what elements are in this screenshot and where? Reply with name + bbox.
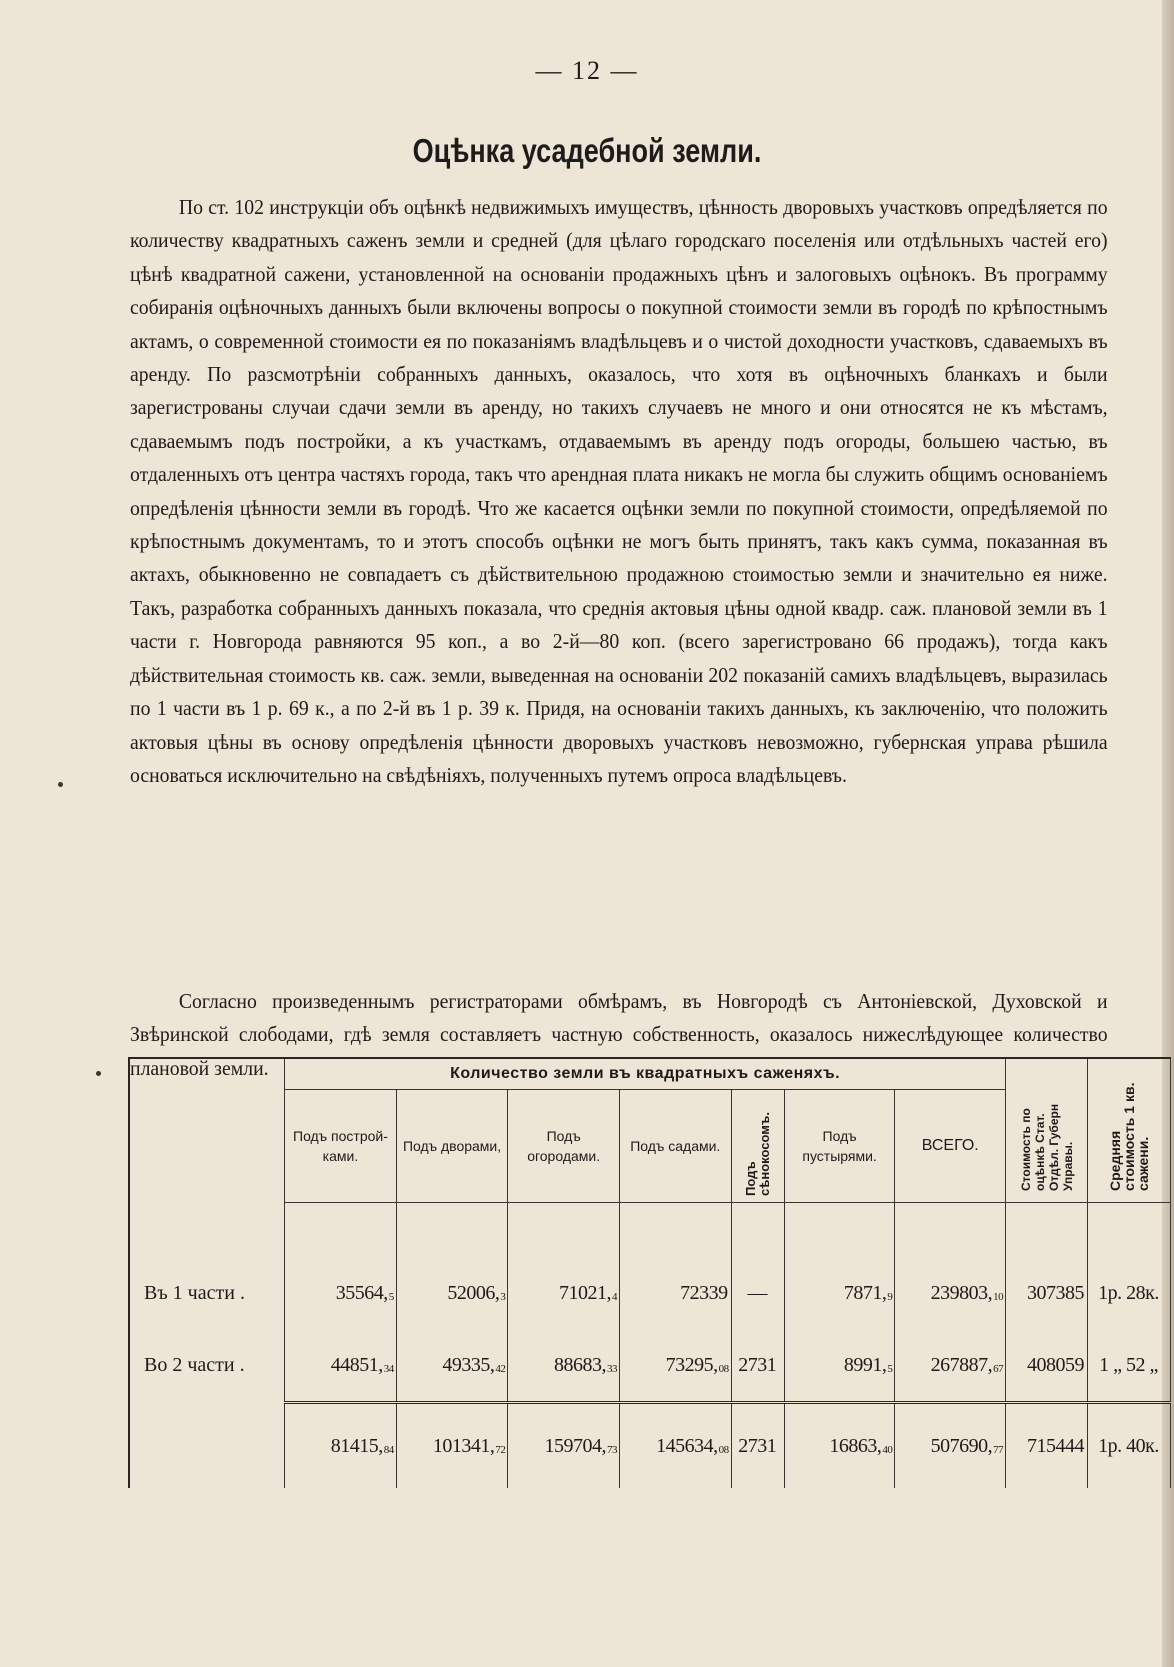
table-cell: — (731, 1257, 784, 1329)
header-gardens: Подъ огородами. (508, 1090, 620, 1203)
paragraph-1: По ст. 102 инструкціи объ оцѣнкѣ недвижимыхъ имуществъ, цѣнность дворовыхъ участковъ опредѣляется по количеству квадратныхъ саженъ земли и средней (для цѣлаго городскаго поселенія или отдѣльныхъ частей его) цѣнѣ квадратной сажени, установленной на основаніи продажныхъ цѣнъ и залоговыхъ оцѣнокъ. Въ программу собиранія оцѣночныхъ данныхъ были включены вопросы о покупной стоимости земли въ городѣ по крѣпостнымъ актамъ, о современной стоимости ея по показаніямъ владѣльцевъ и о чистой доходности участковъ, сдаваемыхъ въ аренду. По разсмотрѣніи собранныхъ данныхъ, оказалось, что хотя въ оцѣночныхъ бланкахъ и были зарегистрованы случаи сдачи земли въ аренду, но такихъ случаевъ не много и они относятся не къ мѣстамъ, сдаваемымъ подъ постройки, а къ участкамъ, отдаваемымъ въ аренду подъ огороды, большею частью, въ отдаленныхъ отъ центра частяхъ города, такъ что арендная плата никакъ не могла бы служить общимъ основаніемъ опредѣленія цѣнности земли въ городѣ. Что же касается оцѣнки земли по покупной стоимости, опредѣляемой по крѣпостнымъ документамъ, то и этотъ способъ оцѣнки не могъ быть принятъ, такъ какъ сумма, показанная въ актахъ, обыкновенно не совпадаетъ съ дѣйствительною продажною стоимостью земли и значительно ея ниже. Такъ, разработка собранныхъ данныхъ показала, что среднія актовыя цѣны одной квадр. саж. плановой земли въ 1 части г. Новгорода равняются 95 коп., а во 2-й—80 коп. (всего зарегистровано 66 продажъ), тогда какъ дѣйствительная стоимость кв. саж. земли, выведенная на основаніи 202 показаній самихъ владѣльцевъ, выразилась по 1 части въ 1 р. 69 к., а по 2-й въ 1 р. 39 к. Придя, на основаніи такихъ данныхъ, къ заключенію, что положить актовыя цѣны въ основу опредѣленія цѣнности дворовыхъ участковъ невозможно, губернская управа рѣшила основаться исключительно на свѣдѣніяхъ, полученныхъ путемъ опроса владѣльцевъ. (130, 195, 1108, 787)
margin-dot (96, 1071, 101, 1076)
table-total-row (129, 1403, 1171, 1489)
table-cell: 88683,33 (508, 1329, 620, 1403)
group-header: Количество земли въ квадратныхъ саженяхъ. (285, 1058, 1006, 1090)
table-cell: 239803,10 (895, 1257, 1006, 1329)
header-buildings: Подъ построй-ками. (285, 1090, 397, 1203)
table-cell: 408059 (1006, 1329, 1088, 1403)
header-total: ВСЕГО. (895, 1090, 1006, 1203)
paragraph-2: Согласно произведеннымъ регистраторами обмѣрамъ, въ Новгородѣ съ Антоніевской, Духовской и Звѣринской слободами, гдѣ земля составляетъ частную собственность, оказалось нижеслѣдующее количество плановой земли. (130, 989, 1108, 1080)
header-avg-cell (1087, 1058, 1170, 1203)
total-label (129, 1403, 285, 1489)
table-row (129, 1329, 1171, 1403)
total-cell: 507690,77 (895, 1403, 1006, 1489)
row-label-header (129, 1058, 285, 1203)
margin-dot (58, 782, 63, 787)
page-number: — 12 — (535, 56, 639, 85)
table-cell: 49335,42 (396, 1329, 508, 1403)
table-cell: 8991,5 (784, 1329, 895, 1403)
total-cell: 16863,40 (784, 1403, 895, 1489)
header-orchards: Подъ садами. (619, 1090, 731, 1203)
total-cell: 145634,08 (619, 1403, 731, 1489)
table-cell: 267887,67 (895, 1329, 1006, 1403)
total-cell: 1р. 40к. (1087, 1403, 1170, 1489)
table-cell: 52006,3 (396, 1257, 508, 1329)
table-row (129, 1257, 1171, 1329)
header-cost: Стоимость по оцѣнкѣ Стат. Отдѣл. Губерн Управы. (1018, 1103, 1075, 1191)
table-cell: 1р. 28к. (1087, 1257, 1170, 1329)
header-hayfields-cell (731, 1090, 784, 1203)
table-cell: 35564,5 (285, 1257, 397, 1329)
table-cell: 73295,08 (619, 1329, 731, 1403)
header-cost-cell (1006, 1058, 1088, 1203)
total-cell: 101341,72 (396, 1403, 508, 1489)
header-avg: Средняя стоимость 1 кв. сажени. (1106, 1082, 1151, 1191)
table-cell: 72339 (619, 1257, 731, 1329)
row-label: Въ 1 части . (129, 1257, 285, 1329)
total-cell: 159704,73 (508, 1403, 620, 1489)
header-hayfields: Подъ сѣнокосомъ. (742, 1112, 772, 1196)
table-cell: 2731 (731, 1329, 784, 1403)
table-cell: 307385 (1006, 1257, 1088, 1329)
header-wasteland: Подъ пустырями. (784, 1090, 895, 1203)
header-yards: Подъ дворами, (396, 1090, 508, 1203)
table-cell: 7871,9 (784, 1257, 895, 1329)
table-cell: 1 „ 52 „ (1087, 1329, 1170, 1403)
row-label: Во 2 части . (129, 1329, 285, 1403)
total-cell: 715444 (1006, 1403, 1088, 1489)
total-cell: 2731 (731, 1403, 784, 1489)
table-cell: 71021,4 (508, 1257, 620, 1329)
land-table (128, 1057, 1171, 1488)
table-cell: 44851,34 (285, 1329, 397, 1403)
total-cell: 81415,84 (285, 1403, 397, 1489)
page-title: Оцѣнка усадебной земли. (412, 132, 762, 169)
